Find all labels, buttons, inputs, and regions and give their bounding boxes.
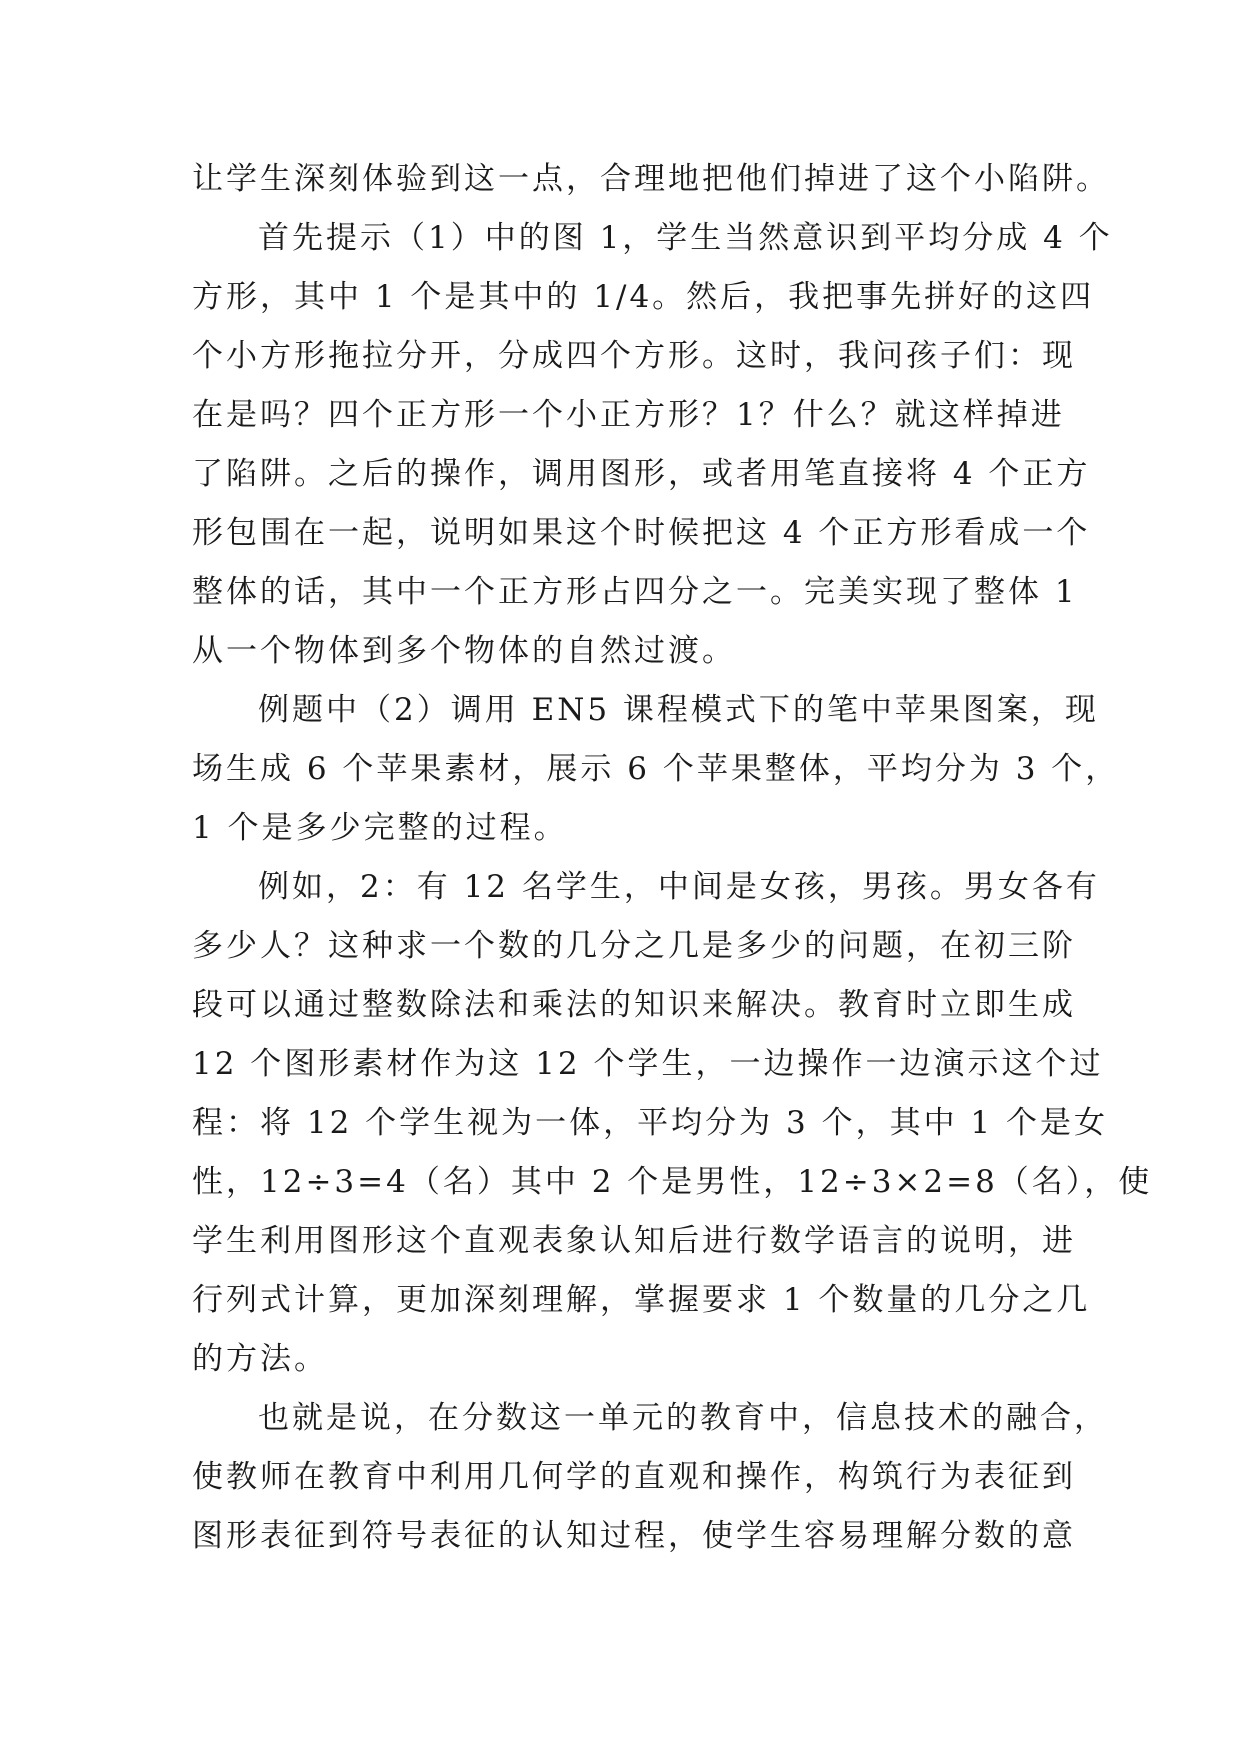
text-line: 了陷阱。之后的操作，调用图形，或者用笔直接将 4 个正方 xyxy=(192,456,1091,492)
text-line: 1 个是多少完整的过程。 xyxy=(192,810,568,846)
text-line: 个小方形拖拉分开，分成四个方形。这时，我问孩子们：现 xyxy=(192,338,1076,374)
text-line: 多少人？这种求一个数的几分之几是多少的问题，在初三阶 xyxy=(192,928,1076,964)
text-line: 让学生深刻体验到这一点，合理地把他们掉进了这个小陷阱。 xyxy=(192,161,1110,197)
text-line: 也就是说，在分数这一单元的教育中，信息技术的融合， xyxy=(258,1400,1108,1436)
text-line: 整体的话，其中一个正方形占四分之一。完美实现了整体 1 xyxy=(192,574,1078,610)
text-line: 行列式计算，更加深刻理解，掌握要求 1 个数量的几分之几 xyxy=(192,1282,1091,1318)
text-line: 在是吗？四个正方形一个小正方形？1？什么？就这样掉进 xyxy=(192,397,1065,433)
text-line: 方形，其中 1 个是其中的 1/4。然后，我把事先拼好的这四 xyxy=(192,279,1095,315)
text-line: 学生利用图形这个直观表象认知后进行数学语言的说明，进 xyxy=(192,1223,1076,1259)
body-text xyxy=(192,150,1153,1566)
text-line: 程：将 12 个学生视为一体，平均分为 3 个，其中 1 个是女 xyxy=(192,1105,1109,1141)
text-line: 形包围在一起，说明如果这个时候把这 4 个正方形看成一个 xyxy=(192,515,1091,551)
text-line: 例题中（2）调用 EN5 课程模式下的笔中苹果图案，现 xyxy=(258,692,1099,728)
text-line: 使教师在教育中利用几何学的直观和操作，构筑行为表征到 xyxy=(192,1459,1076,1495)
text-line: 性，12÷3=4（名）其中 2 个是男性，12÷3×2=8（名），使 xyxy=(192,1164,1153,1200)
text-line: 场生成 6 个苹果素材，展示 6 个苹果整体，平均分为 3 个， xyxy=(192,751,1120,787)
text-line: 段可以通过整数除法和乘法的知识来解决。教育时立即生成 xyxy=(192,987,1076,1023)
text-line: 12 个图形素材作为这 12 个学生，一边操作一边演示这个过 xyxy=(192,1046,1104,1082)
text-line: 的方法。 xyxy=(192,1341,328,1377)
text-line: 首先提示（1）中的图 1，学生当然意识到平均分成 4 个 xyxy=(258,220,1113,256)
text-line: 例如，2：有 12 名学生，中间是女孩，男孩。男女各有 xyxy=(258,869,1100,905)
text-line: 图形表征到符号表征的认知过程，使学生容易理解分数的意 xyxy=(192,1518,1076,1554)
text-line: 从一个物体到多个物体的自然过渡。 xyxy=(192,633,736,669)
